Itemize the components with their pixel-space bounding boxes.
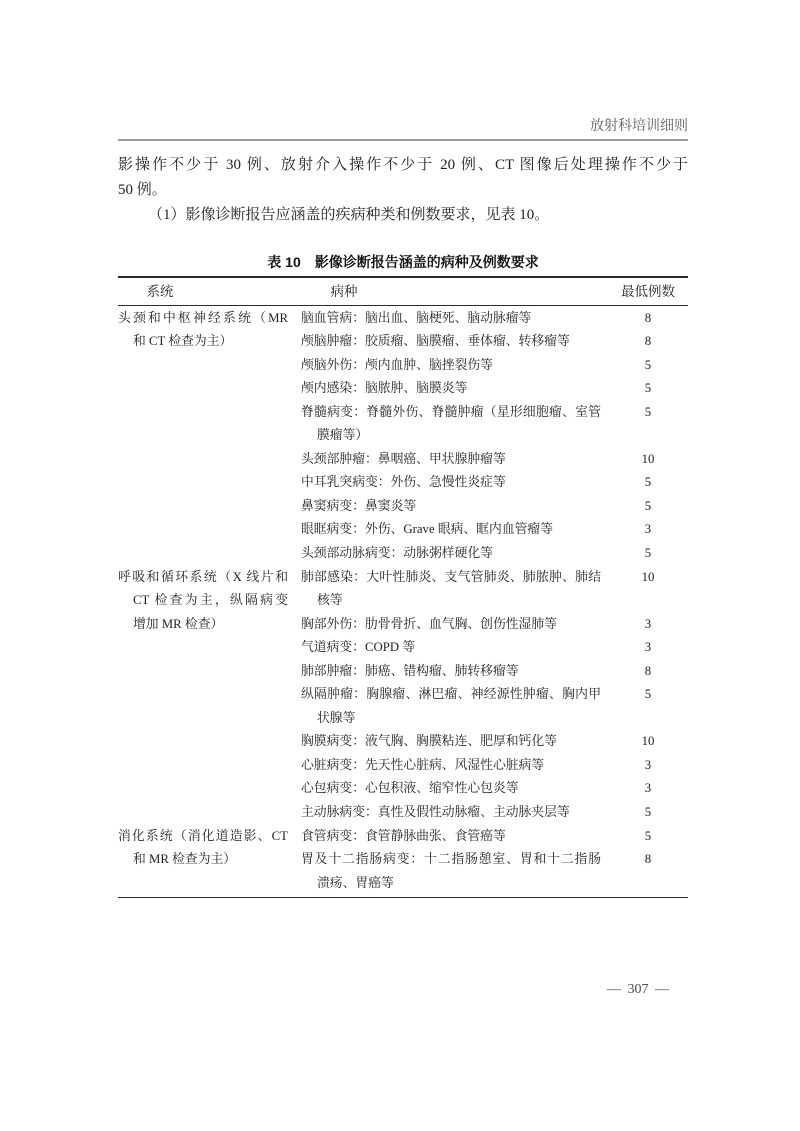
table-row bbox=[301, 518, 688, 542]
disease-cell bbox=[301, 307, 601, 331]
table-row bbox=[301, 448, 688, 472]
requirements-table bbox=[118, 276, 688, 898]
table-row bbox=[301, 683, 688, 730]
disease-line: 鼻窦病变：鼻窦炎等 bbox=[301, 498, 417, 513]
table-row bbox=[301, 801, 688, 825]
disease-line: 颅内感染：脑脓肿、脑膜炎等 bbox=[301, 381, 468, 396]
table-label: 表 10 bbox=[267, 254, 301, 270]
disease-line: 头颈部动脉病变：动脉粥样硬化等 bbox=[301, 545, 493, 560]
disease-line: 核等 bbox=[317, 593, 343, 608]
disease-line: 脑血管病：脑出血、脑梗死、脑动脉瘤等 bbox=[301, 310, 532, 325]
min-cases-cell: 3 bbox=[644, 522, 652, 537]
system-line: 呼吸和循环系统（X 线片和 bbox=[118, 569, 288, 584]
disease-cell bbox=[301, 754, 601, 778]
system-group bbox=[118, 566, 688, 825]
disease-cell bbox=[301, 730, 601, 754]
table-row bbox=[301, 777, 688, 801]
disease-line: 肺部感染：大叶性肺炎、支气管肺炎、肺脓肿、肺结 bbox=[301, 569, 601, 584]
table-title: 影像诊断报告涵盖的病种及例数要求 bbox=[314, 254, 539, 270]
disease-cell bbox=[301, 848, 601, 895]
disease-cell bbox=[301, 518, 601, 542]
disease-cell bbox=[301, 448, 601, 472]
disease-cell bbox=[301, 683, 601, 730]
disease-cell bbox=[301, 636, 601, 660]
disease-cell bbox=[301, 401, 601, 448]
disease-line: 溃疡、胃癌等 bbox=[317, 875, 394, 890]
table-row bbox=[301, 495, 688, 519]
table-row bbox=[301, 660, 688, 684]
min-cases-cell: 8 bbox=[644, 334, 652, 349]
table-row bbox=[301, 330, 688, 354]
table-body bbox=[118, 306, 688, 895]
min-cases-cell: 5 bbox=[644, 475, 652, 490]
body-paragraphs bbox=[118, 153, 688, 228]
disease-line: 心包病变：心包积液、缩窄性心包炎等 bbox=[301, 781, 519, 796]
table-caption bbox=[118, 253, 688, 271]
running-head: 放射科培训细则 bbox=[590, 119, 688, 134]
table-row bbox=[301, 636, 688, 660]
min-cases-cell: 5 bbox=[644, 545, 652, 560]
disease-line: 胸部外伤：肋骨骨折、血气胸、创伤性湿肺等 bbox=[301, 616, 557, 631]
system-line: CT 检查为主，纵隔病变 bbox=[133, 593, 288, 608]
disease-line: 中耳乳突病变：外伤、急慢性炎症等 bbox=[301, 475, 506, 490]
disease-list bbox=[301, 566, 688, 825]
system-cell bbox=[118, 566, 301, 637]
disease-list bbox=[301, 825, 688, 896]
min-cases-cell: 10 bbox=[641, 451, 655, 466]
system-line: 和 CT 检查为主） bbox=[133, 334, 233, 349]
disease-cell bbox=[301, 471, 601, 495]
min-cases-cell: 3 bbox=[644, 616, 652, 631]
system-group bbox=[118, 307, 688, 566]
table-row bbox=[301, 471, 688, 495]
disease-line: 胸膜病变：液气胸、胸膜粘连、肥厚和钙化等 bbox=[301, 734, 557, 749]
disease-cell bbox=[301, 495, 601, 519]
disease-line: 纵隔肿瘤：胸腺瘤、淋巴瘤、神经源性肿瘤、胸内甲 bbox=[301, 687, 601, 702]
disease-cell bbox=[301, 330, 601, 354]
min-cases-cell: 10 bbox=[641, 734, 655, 749]
table-row bbox=[301, 566, 688, 613]
page-number: — 307 — bbox=[607, 982, 669, 997]
system-cell bbox=[118, 307, 301, 354]
disease-line: 主动脉病变：真性及假性动脉瘤、主动脉夹层等 bbox=[301, 804, 570, 819]
min-cases-cell: 8 bbox=[644, 310, 652, 325]
header-rule bbox=[118, 139, 688, 141]
table-row bbox=[301, 377, 688, 401]
disease-cell bbox=[301, 613, 601, 637]
body-line: （1）影像诊断报告应涵盖的疾病种类和例数要求，见表 10。 bbox=[148, 206, 550, 223]
disease-cell bbox=[301, 825, 601, 849]
disease-line: 气道病变：COPD 等 bbox=[301, 640, 416, 655]
min-cases-cell: 3 bbox=[644, 757, 652, 772]
disease-cell bbox=[301, 801, 601, 825]
min-cases-cell: 8 bbox=[644, 852, 652, 867]
body-line: 影操作不少于 30 例、放射介入操作不少于 20 例、CT 图像后处理操作不少于 bbox=[118, 156, 688, 173]
disease-line: 膜瘤等） bbox=[317, 428, 369, 443]
disease-cell bbox=[301, 354, 601, 378]
column-header-min-cases: 最低例数 bbox=[621, 283, 675, 299]
system-line: 头颈和中枢神经系统（MR bbox=[118, 310, 288, 325]
disease-list bbox=[301, 307, 688, 566]
disease-line: 胃及十二指肠病变：十二指肠憩室、胃和十二指肠 bbox=[301, 852, 601, 867]
table-header-row bbox=[118, 278, 688, 306]
disease-line: 颅脑肿瘤：胶质瘤、脑膜瘤、垂体瘤、转移瘤等 bbox=[301, 334, 570, 349]
disease-line: 肺部肿瘤：肺癌、错构瘤、肺转移瘤等 bbox=[301, 663, 519, 678]
table-row bbox=[301, 613, 688, 637]
system-group bbox=[118, 825, 688, 896]
table-row bbox=[301, 848, 688, 895]
disease-cell bbox=[301, 566, 601, 613]
min-cases-cell: 5 bbox=[644, 381, 652, 396]
table-row bbox=[301, 401, 688, 448]
disease-line: 脊髓病变：脊髓外伤、脊髓肿瘤（星形细胞瘤、室管 bbox=[301, 404, 601, 419]
table-bottom-rule bbox=[118, 897, 688, 899]
table-row bbox=[301, 825, 688, 849]
disease-line: 食管病变：食管静脉曲张、食管癌等 bbox=[301, 828, 506, 843]
disease-cell bbox=[301, 660, 601, 684]
body-line: 50 例。 bbox=[118, 181, 167, 198]
min-cases-cell: 5 bbox=[644, 404, 652, 419]
disease-cell bbox=[301, 377, 601, 401]
table-row bbox=[301, 542, 688, 566]
disease-line: 颅脑外伤：颅内血肿、脑挫裂伤等 bbox=[301, 357, 493, 372]
min-cases-cell: 8 bbox=[644, 663, 652, 678]
system-line: 消化系统（消化道造影、CT bbox=[118, 828, 288, 843]
system-line: 和 MR 检查为主） bbox=[133, 852, 237, 867]
min-cases-cell: 5 bbox=[644, 828, 652, 843]
min-cases-cell: 5 bbox=[644, 687, 652, 702]
min-cases-cell: 5 bbox=[644, 498, 652, 513]
min-cases-cell: 5 bbox=[644, 804, 652, 819]
column-header-system: 系统 bbox=[146, 283, 174, 299]
table-row bbox=[301, 354, 688, 378]
disease-cell bbox=[301, 542, 601, 566]
column-header-disease: 病种 bbox=[330, 283, 358, 299]
system-line: 增加 MR 检查） bbox=[133, 616, 224, 631]
min-cases-cell: 3 bbox=[644, 781, 652, 796]
min-cases-cell: 5 bbox=[644, 357, 652, 372]
disease-line: 头颈部肿瘤：鼻咽癌、甲状腺肿瘤等 bbox=[301, 451, 506, 466]
disease-line: 状腺等 bbox=[317, 710, 356, 725]
min-cases-cell: 3 bbox=[644, 640, 652, 655]
table-row bbox=[301, 754, 688, 778]
table-row bbox=[301, 307, 688, 331]
system-cell bbox=[118, 825, 301, 872]
disease-cell bbox=[301, 777, 601, 801]
table-row bbox=[301, 730, 688, 754]
disease-line: 心脏病变：先天性心脏病、风湿性心脏病等 bbox=[301, 757, 545, 772]
disease-line: 眼眶病变：外伤、Grave 眼病、眶内血管瘤等 bbox=[301, 522, 554, 537]
min-cases-cell: 10 bbox=[641, 569, 655, 584]
